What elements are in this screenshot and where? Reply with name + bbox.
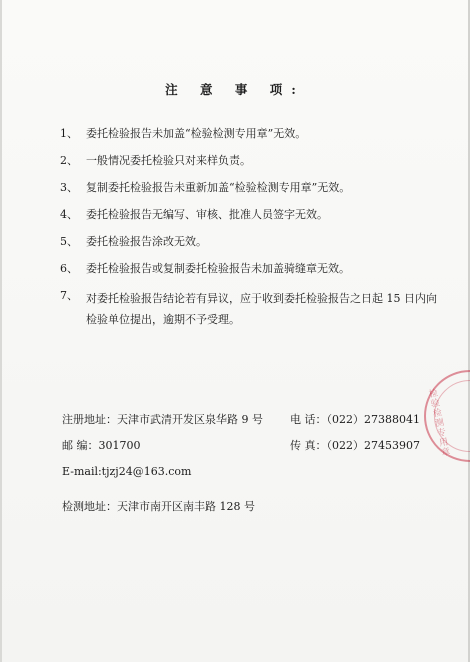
registered-address: 注册地址：天津市武清开发区泉华路 9 号: [62, 413, 263, 426]
postal-code: 邮 编：301700: [62, 439, 141, 452]
notice-item-text: 委托检验报告或复制委托检验报告未加盖骑缝章无效。: [86, 262, 350, 275]
notice-item: [60, 234, 440, 250]
notice-item-text: 复制委托检验报告未重新加盖“检验检测专用章”无效。: [86, 181, 351, 194]
notice-item-number: 4、: [60, 208, 78, 221]
notice-item-text: 一般情况委托检验只对来样负责。: [86, 154, 251, 167]
notice-item: [60, 126, 440, 142]
notice-item-text: 委托检验报告未加盖“检验检测专用章”无效。: [86, 127, 307, 140]
notice-item-text: 委托检验报告无编写、审核、批准人员签字无效。: [86, 208, 328, 221]
notice-item: [60, 261, 440, 277]
notice-title: 注 意 事 项:: [165, 82, 305, 97]
notice-item-number: 5、: [60, 235, 78, 248]
testing-address: 检测地址：天津市南开区南丰路 128 号: [62, 500, 255, 513]
email-address: E-mail:tjzj24@163.com: [62, 465, 192, 478]
phone-number: 电 话：（022）27388041: [290, 413, 420, 426]
notice-item-number: 3、: [60, 181, 78, 194]
notice-item-text: 对委托检验报告结论若有异议，应于收到委托检验报告之日起 15 日内向检验单位提出，逾期不予受理。: [86, 292, 437, 326]
notice-item: [60, 207, 440, 223]
notice-item-number: 1、: [60, 127, 78, 140]
notice-item-number: 2、: [60, 154, 78, 167]
notice-list: [60, 126, 440, 341]
notice-item-number: 6、: [60, 262, 78, 275]
page-left-edge: [0, 0, 2, 662]
notice-item-number: 7、: [60, 289, 78, 302]
seal-stamp: [424, 370, 470, 462]
notice-item: [60, 153, 440, 169]
notice-item: [60, 180, 440, 196]
fax-number: 传 真：（022）27453907: [290, 439, 420, 452]
notice-item: [60, 288, 440, 330]
seal-stamp-text: 检验检测专用章: [425, 387, 451, 459]
notice-item-text: 委托检验报告涂改无效。: [86, 235, 207, 248]
